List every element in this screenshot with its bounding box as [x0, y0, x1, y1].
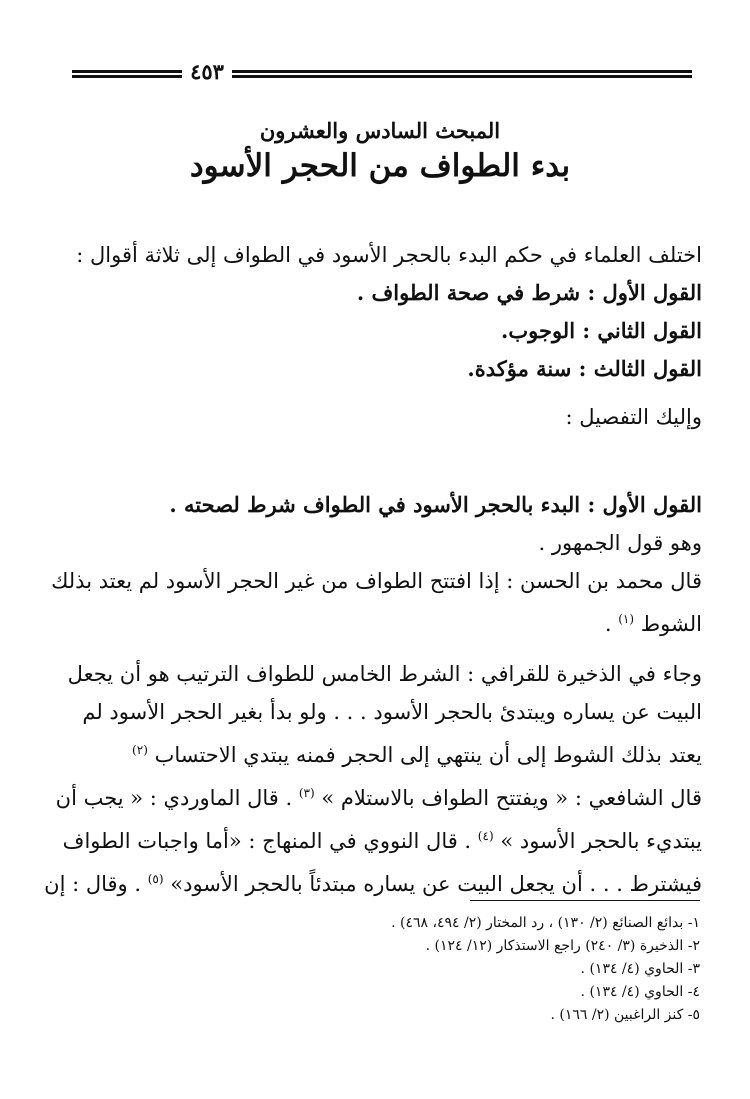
majority-line: وهو قول الجمهور . — [538, 531, 702, 555]
footnote-4: ٤- الحاوي (٤/ ١٣٤) . — [580, 984, 700, 1000]
page-number: ٤٥٣ — [190, 59, 224, 84]
shafii-line-3 — [44, 860, 702, 903]
shafii-line-1 — [52, 774, 702, 817]
section-title: بدء الطواف من الحجر الأسود — [189, 148, 571, 184]
shafii-line-2-a: يبتديء بالحجر الأسود » — [500, 829, 702, 853]
first-opinion-heading: القول الأول : البدء بالحجر الأسود في الطواف شرط لصحته . — [169, 492, 702, 517]
dhakhira-line-1: وجاء في الذخيرة للقرافي : الشرط الخامس للطواف الترتيب هو أن يجعل — [67, 662, 702, 686]
footnote-ref-5[interactable]: (٥) — [147, 872, 164, 886]
muhammad-line-2: الشوط $^{(١)}$ . — [604, 612, 702, 636]
footnote-5: ٥- كنز الراغبين (٢/ ١٦٦) . — [550, 1007, 700, 1023]
dhakhira-line-3-text: يعتد بذلك الشوط إلى أن ينتهي إلى الحجر فمنه يبتدي الاحتساب — [154, 743, 702, 767]
header-rule-right — [232, 70, 692, 80]
details-line: وإليك التفصيل : — [565, 405, 702, 429]
opinion-one: القول الأول : شرط في صحة الطواف . — [356, 280, 702, 305]
dhakhira-line-3 — [52, 731, 702, 774]
footnote-separator — [470, 900, 700, 901]
intro-line: اختلف العلماء في حكم البدء بالحجر الأسود في الطواف إلى ثلاثة أقوال : — [76, 243, 702, 267]
footnote-2: ٢- الذخيرة (٣/ ٢٤٠) راجع الاستذكار (١٢/ ١٢٤) . — [425, 938, 700, 954]
muhammad-line-1: قال محمد بن الحسن : إذا افتتح الطواف من غير الحجر الأسود لم يعتد بذلك — [51, 569, 702, 593]
footnote-1: ١- بدائع الصنائع (٢/ ١٣٠) ، رد المختار (٢/ ٤٩٤، ٤٦٨) . — [391, 915, 700, 931]
footnote-ref-3[interactable]: (٣) — [298, 786, 315, 800]
shafii-line-2-b: . قال النووي في المنهاج : «أما واجبات الطواف — [62, 829, 472, 853]
header-rule-left — [72, 70, 182, 80]
section-label: المبحث السادس والعشرون — [259, 118, 501, 143]
shafii-line-3-a: فيشترط . . . أن يجعل البيت عن يساره مبتدئاً بالحجر الأسود» — [170, 872, 702, 896]
footnote-ref-2[interactable]: (٢) — [132, 743, 148, 757]
footnote-3: ٣- الحاوي (٤/ ١٣٤) . — [580, 961, 700, 977]
shafii-line-3-b: . وقال : إن — [44, 872, 142, 896]
footnote-ref-4[interactable]: (٤) — [477, 829, 494, 843]
footnote-ref-1[interactable]: (١) — [618, 612, 635, 626]
muhammad-line-2-text: الشوط — [640, 612, 702, 636]
shafii-line-1-a: قال الشافعي : « ويفتتح الطواف بالاستلام » — [321, 786, 702, 810]
shafii-line-2 — [52, 817, 702, 860]
opinion-three: القول الثالث : سنة مؤكدة. — [467, 356, 702, 381]
footnotes — [50, 912, 700, 1027]
dhakhira-line-2: البيت عن يساره ويبتدئ بالحجر الأسود . . . ولو بدأ بغير الحجر الأسود لم — [82, 700, 702, 724]
opinion-two: القول الثاني : الوجوب. — [501, 318, 702, 343]
intro-block — [52, 236, 702, 436]
shafii-line-1-b: . قال الماوردي : « يجب أن — [55, 786, 293, 810]
first-opinion-block — [44, 486, 702, 903]
